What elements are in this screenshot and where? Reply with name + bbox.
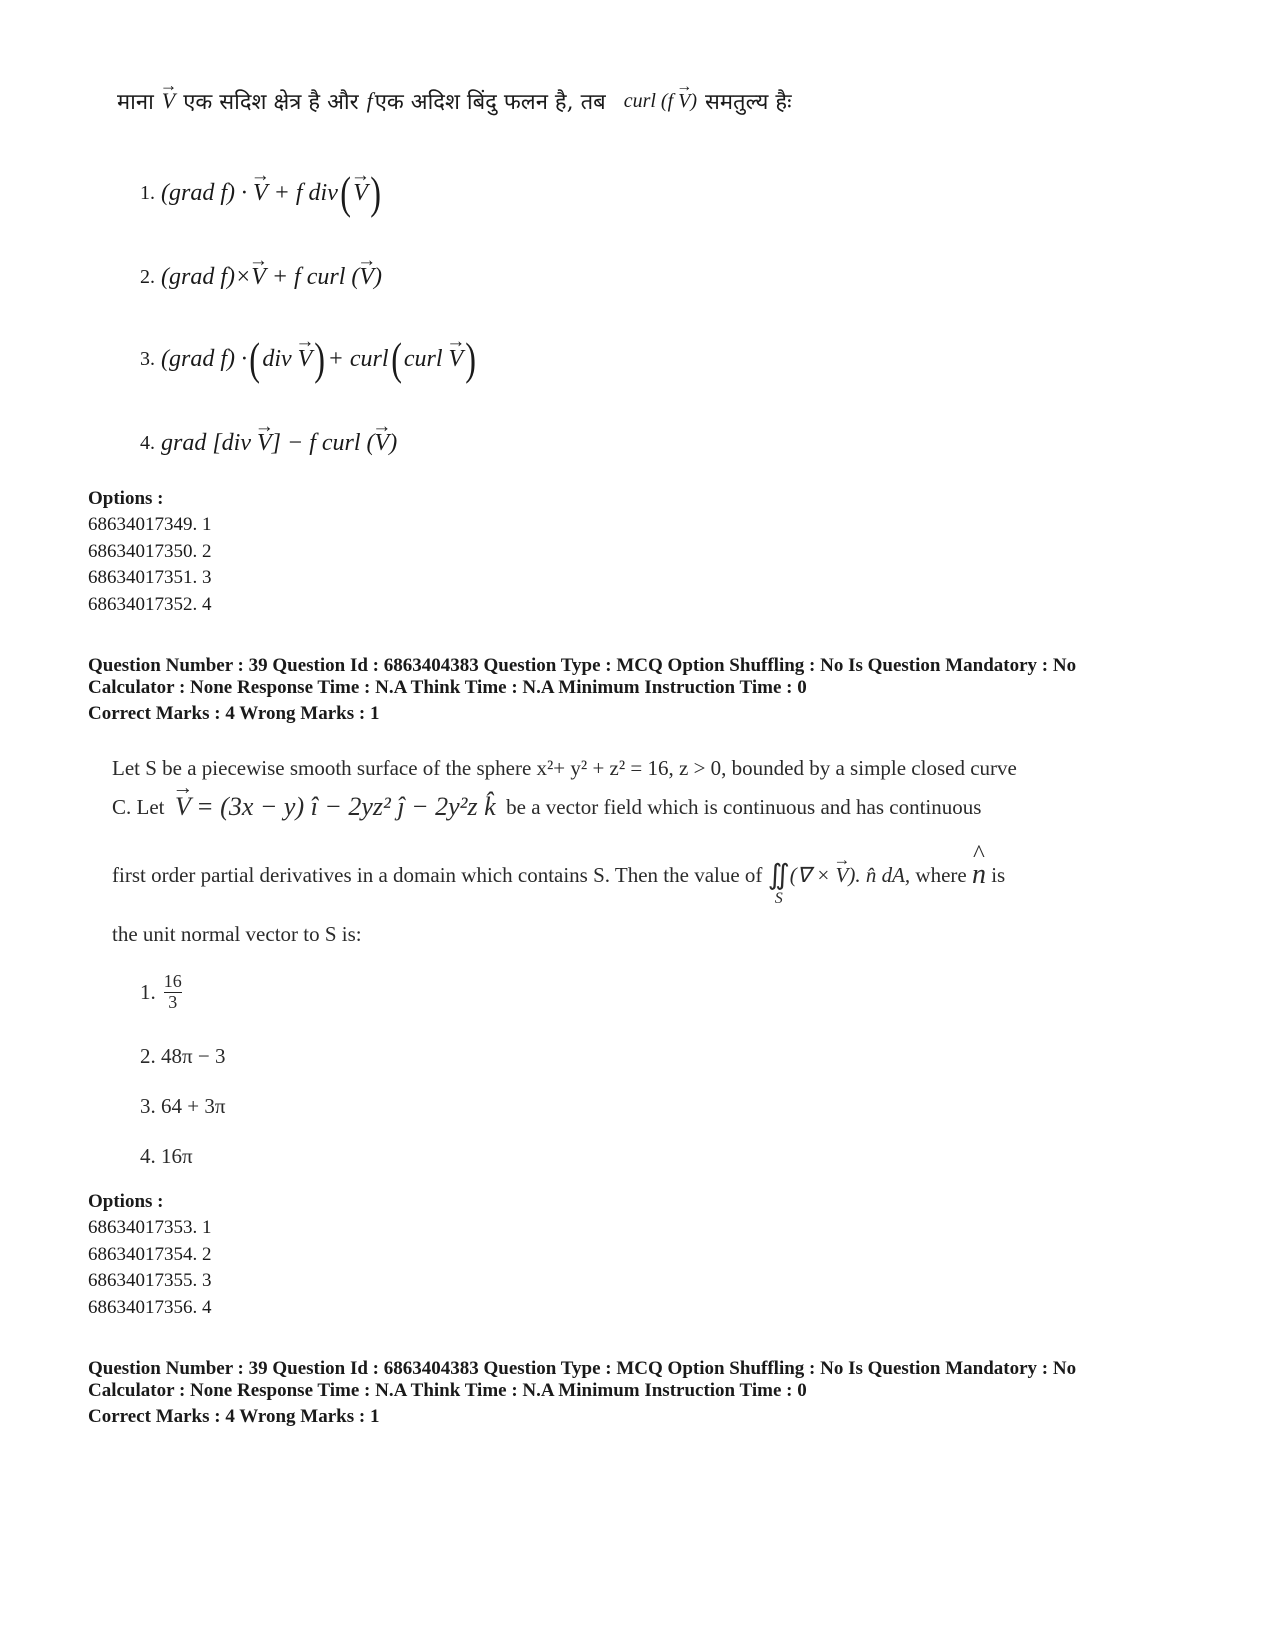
marks-line: Correct Marks : 4 Wrong Marks : 1: [88, 703, 380, 724]
q39-line-1: Let S be a piecewise smooth surface of the sphere x²+ y² + z² = 16, z > 0, bounded by a simple closed curve: [112, 756, 1017, 780]
option-id-line: 68634017355. 3: [88, 1270, 212, 1291]
choice-2-formula: 2. (grad f)× → V + f curl ( → V ): [140, 264, 382, 291]
stem-curl-expression: curl (f → V): [624, 90, 697, 113]
question-meta-line-1: Question Number : 39 Question Id : 6863404383 Question Type : MCQ Option Shuffling : No Is Question Mandatory : No: [88, 1358, 1077, 1379]
q39-choice-3: 3. 64 + 3π: [140, 1094, 226, 1118]
q39-choice-4: 4. 16π: [140, 1144, 193, 1168]
option-id-line: 68634017354. 2: [88, 1244, 212, 1265]
question-meta-line-2: Calculator : None Response Time : N.A Think Time : N.A Minimum Instruction Time : 0: [88, 677, 807, 698]
stem-text-mid1: एक सदिश क्षेत्र है और: [183, 90, 359, 115]
options-label: Options :: [88, 488, 164, 509]
q39-line-2: C. Let → V = (3x − y) î − 2yz² ĵ − 2y²z k̂ be a vector field which is continuous and has continuous: [112, 792, 981, 822]
q39-line-3: first order partial derivatives in a domain which contains S. Then the value of ∬ S (∇ × → V ). n̂ dA, where ^ n is: [112, 858, 1005, 892]
options-label: Options :: [88, 1191, 164, 1212]
question-meta-line-2: Calculator : None Response Time : N.A Think Time : N.A Minimum Instruction Time : 0: [88, 1380, 807, 1401]
stem-text-mid2: एक अदिश बिंदु फलन है, तब: [374, 90, 606, 115]
stem-text-end: समतुल्य हैः: [705, 90, 792, 115]
choice-3-formula: 3. (grad f) · ( div → V ) + curl ( curl → V ): [140, 336, 479, 382]
option-id-line: 68634017350. 2: [88, 541, 212, 562]
marks-line: Correct Marks : 4 Wrong Marks : 1: [88, 1406, 380, 1427]
q39-line-4: the unit normal vector to S is:: [112, 922, 362, 946]
option-id-line: 68634017352. 4: [88, 594, 212, 615]
option-id-line: 68634017351. 3: [88, 567, 212, 588]
choice-1-formula: 1. (grad f) · → V + f div ( → V ): [140, 170, 383, 216]
choice-4-formula: 4. grad [div → V ] − f curl ( → V ): [140, 430, 397, 457]
hindi-question-stem: [117, 86, 792, 116]
stem-vector-v: → V: [162, 88, 175, 114]
option-id-line: 68634017349. 1: [88, 514, 212, 535]
question-meta-line-1: Question Number : 39 Question Id : 6863404383 Question Type : MCQ Option Shuffling : No Is Question Mandatory : No: [88, 655, 1077, 676]
option-id-line: 68634017353. 1: [88, 1217, 212, 1238]
q39-choice-1: 1. $\frac{16}{3}$: [140, 971, 182, 1012]
stem-text-pre: माना: [117, 90, 154, 115]
option-id-line: 68634017356. 4: [88, 1297, 212, 1318]
stem-f: f: [366, 88, 373, 113]
q39-choice-2: 2. 48π − 3: [140, 1044, 226, 1068]
